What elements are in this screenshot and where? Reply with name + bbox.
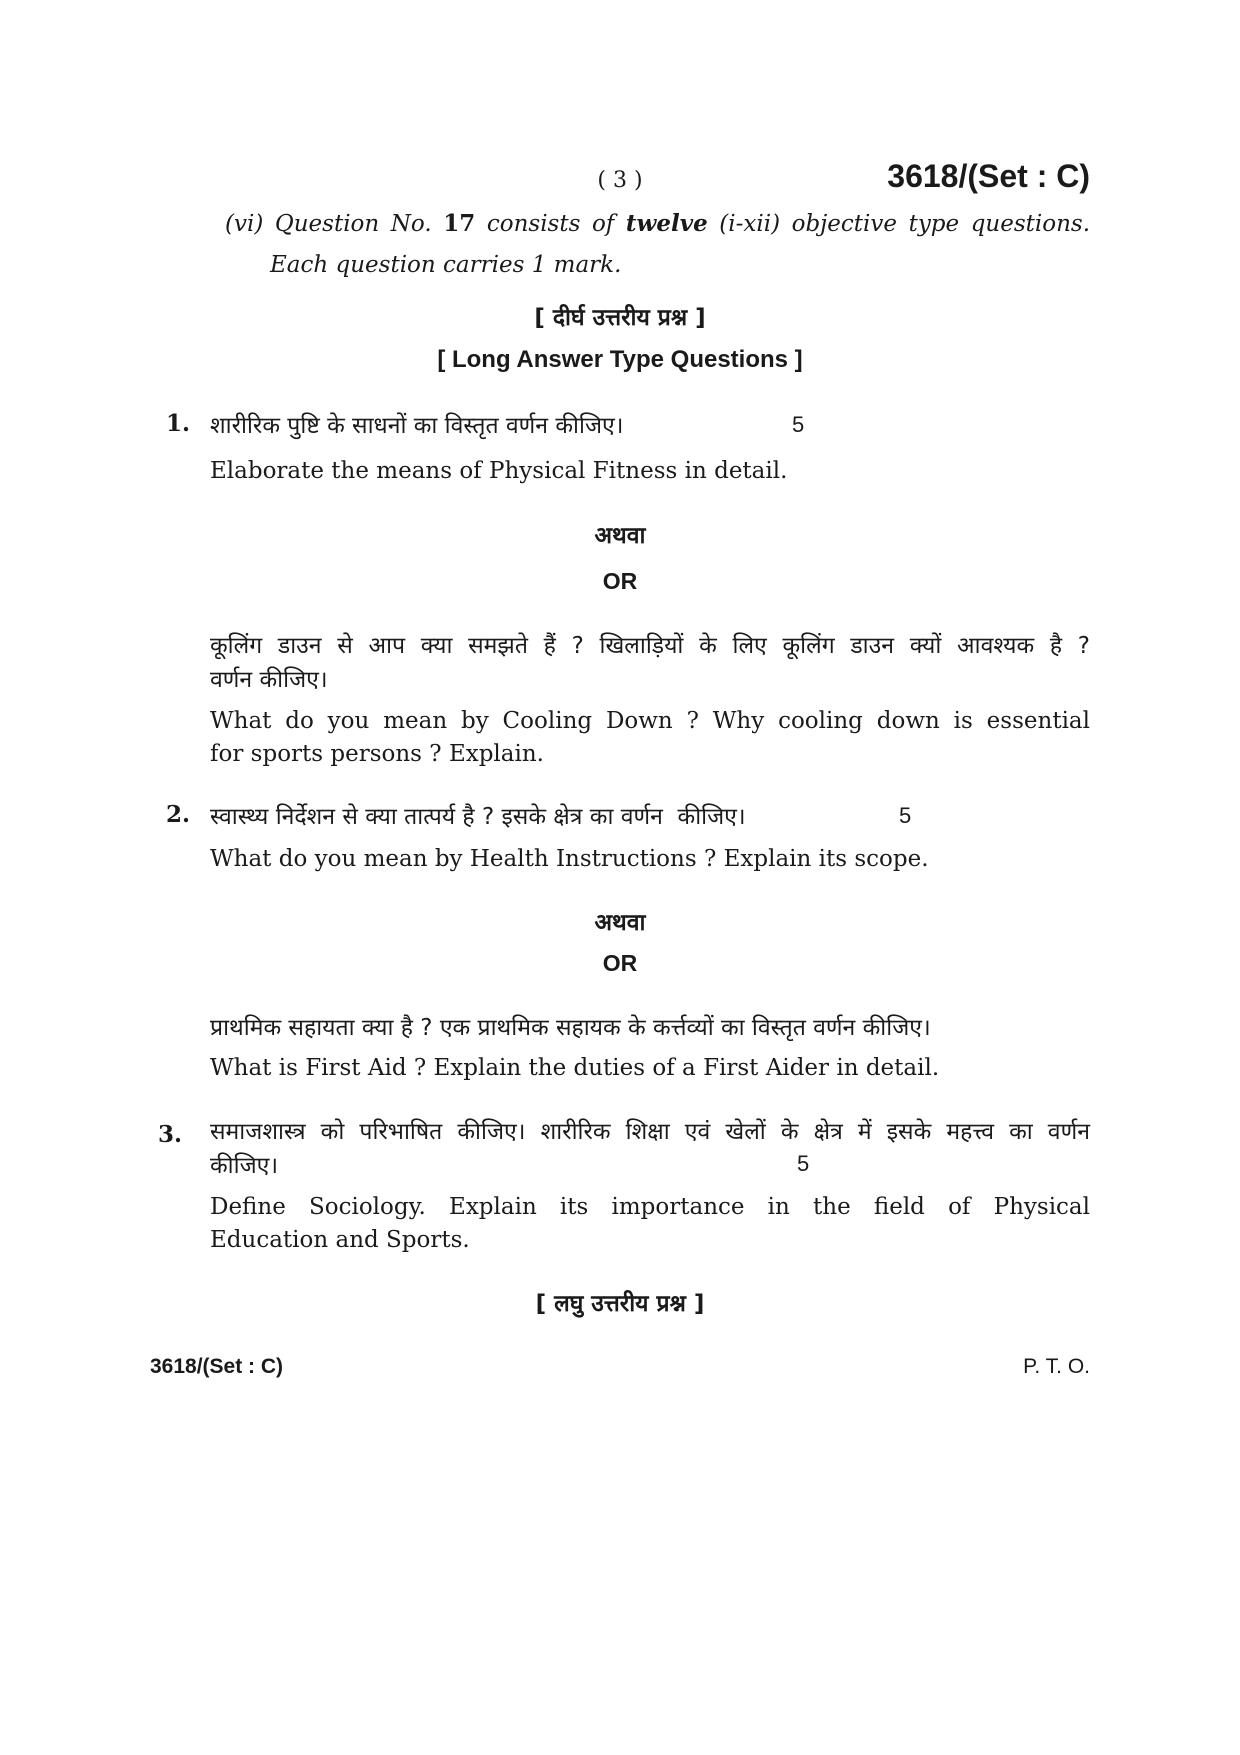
instruction-roman: (vi) bbox=[225, 211, 264, 237]
instruction-text-2: consists of bbox=[486, 211, 615, 237]
question-1-alt-english-line-2: for sports persons ? Explain. bbox=[210, 741, 544, 767]
question-1-number: 1. bbox=[166, 410, 191, 437]
question-3-english-line-1: Define Sociology. Explain its importance in the field of Physical bbox=[210, 1194, 1090, 1220]
instruction-count-word: twelve bbox=[625, 210, 708, 237]
question-1-english: Elaborate the means of Physical Fitness in detail. bbox=[210, 458, 788, 484]
question-2-hindi: स्वास्थ्य निर्देशन से क्या तात्पर्य है ? इसके क्षेत्र का वर्णन कीजिए। bbox=[210, 804, 746, 830]
question-1-marks: 5 bbox=[792, 412, 805, 437]
question-1-or-english: OR bbox=[602, 568, 638, 594]
footer-pto: P. T. O. bbox=[1023, 1355, 1090, 1378]
section-title-english: [ Long Answer Type Questions ] bbox=[437, 346, 803, 373]
instruction-line-1 bbox=[225, 210, 1090, 237]
question-3-hindi-line-1: समाजशास्त्र को परिभाषित कीजिए। शारीरिक शिक्षा एवं खेलों के क्षेत्र में इसके महत्त्व का वर्णन bbox=[210, 1119, 1090, 1145]
question-3-marks: 5 bbox=[797, 1151, 810, 1176]
question-2-alt-english: What is First Aid ? Explain the duties of a First Aider in detail. bbox=[210, 1055, 940, 1081]
question-2-marks: 5 bbox=[899, 803, 912, 828]
question-2-or-english: OR bbox=[602, 950, 638, 976]
question-1-alt-hindi-line-1: कूलिंग डाउन से आप क्या समझते हैं ? खिलाड़ियों के लिए कूलिंग डाउन क्यों आवश्यक है ? bbox=[210, 633, 1090, 659]
question-3-number: 3. bbox=[158, 1121, 183, 1148]
section-title-hindi: [ दीर्घ उत्तरीय प्रश्न ] bbox=[534, 305, 706, 331]
question-1-alt-english-line-1: What do you mean by Cooling Down ? Why cooling down is essential bbox=[210, 708, 1090, 734]
question-3-english-line-2: Education and Sports. bbox=[210, 1227, 470, 1253]
paper-code: 3618/(Set : C) bbox=[887, 158, 1090, 194]
question-1-alt-hindi-line-2: वर्णन कीजिए। bbox=[210, 667, 328, 693]
instruction-line-2: Each question carries 1 mark. bbox=[270, 252, 622, 278]
short-answer-section-title-hindi: [ लघु उत्तरीय प्रश्न ] bbox=[535, 1291, 705, 1317]
question-1-or-hindi: अथवा bbox=[594, 523, 646, 549]
instruction-text-1: Question No. bbox=[274, 211, 432, 237]
question-3-hindi-line-2: कीजिए। bbox=[210, 1153, 279, 1179]
footer-paper-code: 3618/(Set : C) bbox=[150, 1355, 284, 1378]
question-2-number: 2. bbox=[166, 801, 191, 828]
instruction-question-no: 17 bbox=[443, 210, 476, 237]
page-number: ( 3 ) bbox=[597, 168, 643, 193]
instruction-text-3: (i-xii) objective type questions. bbox=[719, 211, 1091, 237]
question-1-hindi: शारीरिक पुष्टि के साधनों का विस्तृत वर्णन कीजिए। bbox=[210, 413, 624, 439]
question-2-english: What do you mean by Health Instructions ? Explain its scope. bbox=[210, 846, 929, 872]
question-2-or-hindi: अथवा bbox=[594, 910, 646, 936]
question-2-alt-hindi: प्राथमिक सहायता क्या है ? एक प्राथमिक सहायक के कर्त्तव्यों का विस्तृत वर्णन कीजिए। bbox=[210, 1015, 931, 1041]
